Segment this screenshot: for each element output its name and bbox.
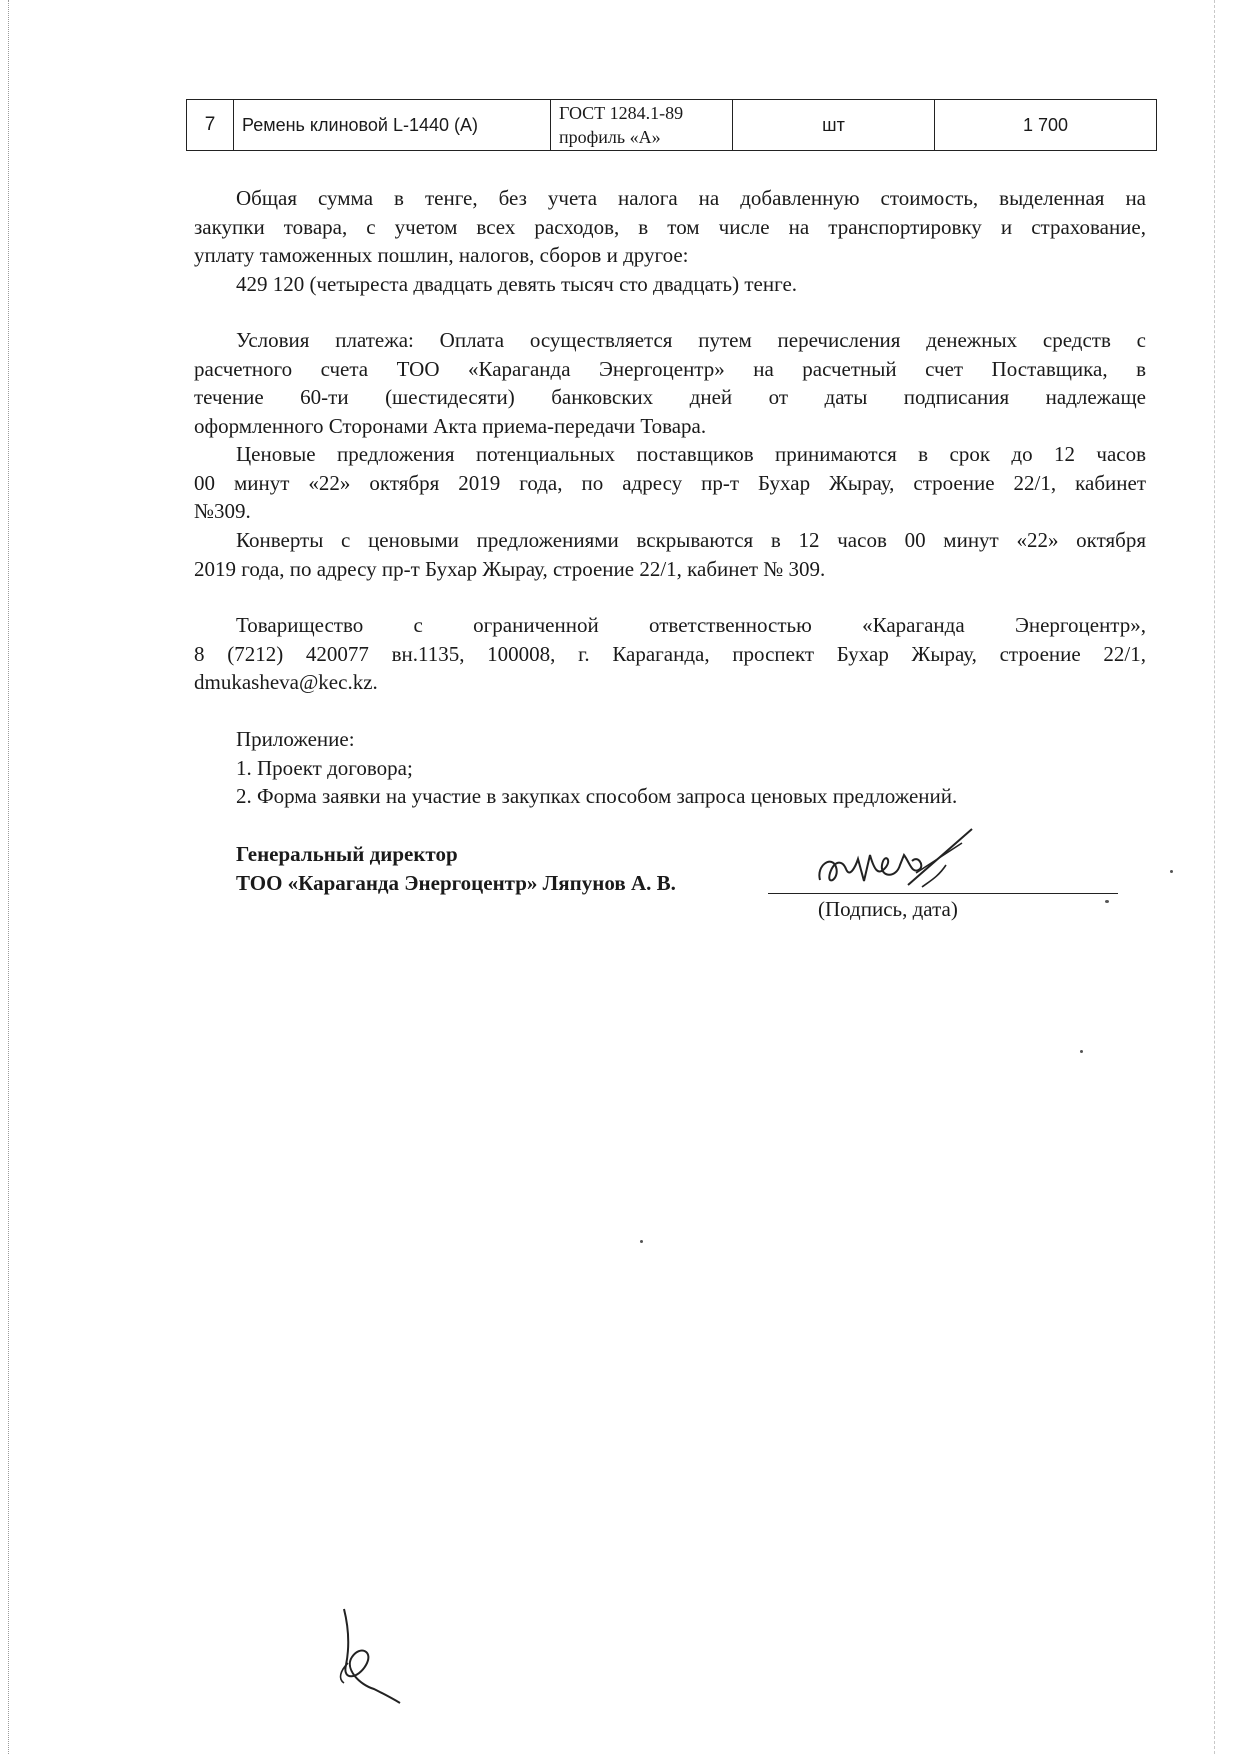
row-quantity: 1 700 bbox=[935, 100, 1157, 151]
row-standard-line1: ГОСТ 1284.1-89 bbox=[559, 103, 684, 123]
scan-speck bbox=[1080, 1050, 1083, 1053]
handwritten-initials bbox=[330, 1605, 410, 1705]
scan-edge-right bbox=[1214, 0, 1216, 1754]
total-line-3: уплату таможенных пошлин, налогов, сборов и другое: bbox=[194, 243, 689, 267]
scan-speck bbox=[1105, 900, 1109, 903]
appendix-item: 1. Проект договора; bbox=[236, 755, 413, 780]
deadline-line-2: 00 минут «22» октября 2019 года, по адресу пр-т Бухар Жырау, строение 22/1, кабинет bbox=[194, 470, 1146, 495]
opening-line-1: Конверты с ценовыми предложениями вскрываются в 12 часов 00 минут «22» октября bbox=[236, 528, 1146, 552]
appendix-block bbox=[194, 725, 1146, 811]
scan-speck bbox=[640, 1240, 643, 1243]
row-number: 7 bbox=[187, 100, 234, 151]
company-line-3: dmukasheva@kec.kz. bbox=[194, 670, 378, 694]
total-paragraph bbox=[194, 184, 1146, 298]
signatory-name: ТОО «Караганда Энергоцентр» Ляпунов А. В. bbox=[236, 870, 676, 895]
opening-line-2: 2019 года, по адресу пр-т Бухар Жырау, строение 22/1, кабинет № 309. bbox=[194, 556, 826, 581]
payment-paragraph bbox=[194, 326, 1146, 440]
row-standard bbox=[551, 100, 733, 151]
company-line-2: 8 (7212) 420077 вн.1135, 100008, г. Караганда, проспект Бухар Жырау, строение 22/1, bbox=[194, 641, 1146, 666]
opening-paragraph bbox=[194, 526, 1146, 583]
total-line-1: Общая сумма в тенге, без учета налога на добавленную стоимость, выделенная на bbox=[236, 186, 1146, 210]
row-unit: шт bbox=[733, 100, 935, 151]
items-table bbox=[186, 99, 1157, 151]
table-row bbox=[187, 100, 1157, 151]
scan-speck bbox=[1170, 870, 1173, 873]
scan-edge-left bbox=[8, 0, 10, 1754]
appendix-item: 2. Форма заявки на участие в закупках способом запроса ценовых предложений. bbox=[236, 784, 958, 808]
signatory-position: Генеральный директор bbox=[236, 842, 458, 866]
appendix-title: Приложение: bbox=[236, 727, 355, 751]
row-item-name: Ремень клиновой L-1440 (А) bbox=[234, 100, 551, 151]
payment-line-2: расчетного счета ТОО «Караганда Энергоцентр» на расчетный счет Поставщика, в bbox=[194, 356, 1146, 381]
deadline-paragraph bbox=[194, 440, 1146, 526]
row-standard-line2: профиль «А» bbox=[559, 127, 661, 147]
deadline-line-1: Ценовые предложения потенциальных поставщиков принимаются в срок до 12 часов bbox=[236, 442, 1146, 466]
signature-caption: (Подпись, дата) bbox=[818, 897, 958, 921]
company-line-1: Товарищество с ограниченной ответственностью «Караганда Энергоцентр», bbox=[236, 613, 1146, 637]
total-line-2: закупки товара, с учетом всех расходов, в том числе на транспортировку и страхование, bbox=[194, 214, 1146, 239]
company-paragraph bbox=[194, 611, 1146, 697]
signatory-block bbox=[194, 840, 754, 897]
deadline-line-3: №309. bbox=[194, 499, 251, 523]
payment-line-4: оформленного Сторонами Акта приема-передачи Товара. bbox=[194, 413, 707, 438]
payment-line-1: Условия платежа: Оплата осуществляется путем перечисления денежных средств с bbox=[236, 328, 1146, 352]
handwritten-signature bbox=[812, 825, 992, 905]
payment-line-3: течение 60-ти (шестидесяти) банковских дней от даты подписания надлежаще bbox=[194, 385, 1146, 409]
total-amount: 429 120 (четыреста двадцать девять тысяч сто двадцать) тенге. bbox=[236, 271, 798, 296]
